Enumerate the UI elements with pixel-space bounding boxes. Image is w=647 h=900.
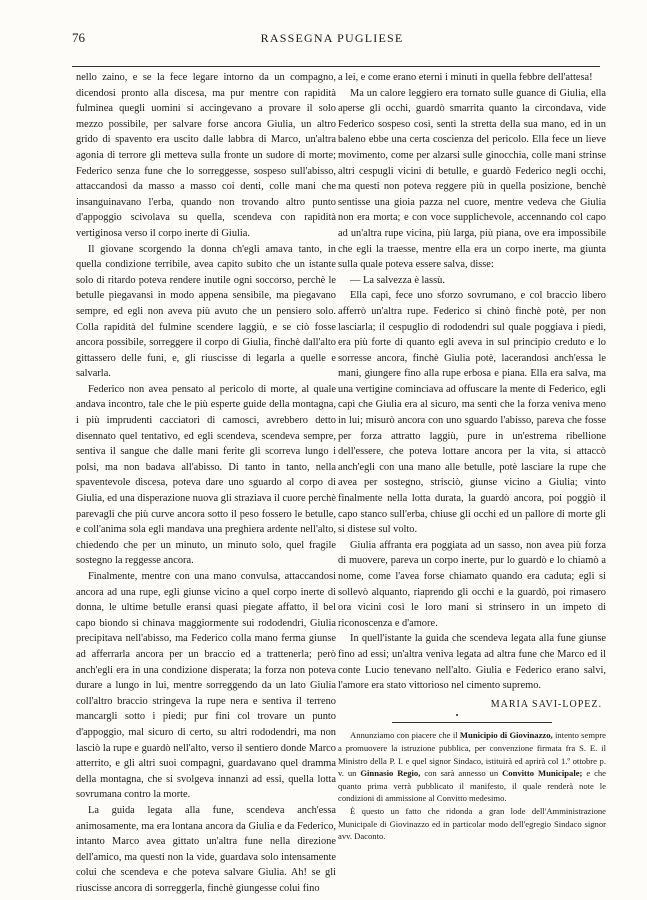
paragraph: In quell'istante la guida che scendeva legata alla fune giunse fino ad essi; un'altra veniva legata ad altra fune che Marco ed il conte Lucio tenevano nell'alto. Giulia e Federico erano salvi, l'amore era stato vittorioso nel cimento supremo.	[338, 633, 606, 692]
paragraph: Finalmente, mentre con una mano convulsa, attaccandosi ancora ad una rupe, egli giunse vicino a quel corpo inerte di donna, le ultime betulle eransi quasi piegate affatto, il bel capo biondo si chinava maggiormente sui rododendri, Giulia precipitava nell'abisso, ma Federico colla mano ferma giunse ad afferrarla ancora per un braccio ed a trattenerla; però anch'egli era in una condizione disperata; la forza non poteva durare a lungo in lui, mentre sorreggendo da un lato Giulia coll'altro braccio stringeva la rupe nera e sentiva il terreno mancargli sotto i piedi; pur fini col trovare un punto d'appoggio, mal sicuro di certo, su altri rododendri, ma non lasciò la rupe e guardò nell'alto, verso il sentiero donde Marco atterrito, e gli altri suoi compagni, guardavano quel dramma della montagna, che si svolgeva innanzi ad essi, quella lotta sovrumana contro la morte.	[76, 571, 336, 801]
dialogue-line: — La salvezza è lassù.	[350, 274, 445, 286]
paragraph: La guida legata alla fune, scendeva anch'essa animosamente, ma era lontana ancora da Giulia e da Federico, intanto Marco avea gittato un'altra fune nella direzione dell'amico, ma questi non la vide, guardava solo intensamente colui che scendeva e che poteva salvare Giulia. Ah! se gli riuscisse ancora di sorreggerla, finchè giungesse colui fino	[76, 804, 336, 894]
signature-mark: •	[455, 711, 459, 721]
running-title: RASSEGNA PUGLIESE	[260, 31, 404, 45]
author-signature: MARIA SAVI-LOPEZ.	[490, 698, 602, 710]
paragraph: Federico non avea pensato al pericolo di morte, al quale andava incontro, tale che le più esperte guide della montagna, i più imprudenti cacciatori di camosci, avrebbero detto disennato quel tentativo, ed egli scendeva, scendeva sempre, sentiva il sangue che dalle mani ferite gli scorreva lungo i polsi, ma non badava all'abisso. Di tanto in tanto, nella spaventevole discesa, poteva dare uno sguardo al corpo di Giulia, ed una disperazione nuova gli straziava il cuore perchè parevagli che più curve ancora sotto il peso fossero le betulle, e coll'anima sola egli mandava una preghiera ardente nell'alto, chiedendo che per un minuto, un minuto solo, quel fragile sostegno la reggesse ancora.	[76, 383, 336, 567]
right-column	[338, 70, 606, 843]
left-column	[76, 70, 336, 896]
paragraph: Giulia affranta era poggiata ad un sasso, non avea più forza di muovere, pareva un corpo inerte, pur lo guardò e lo chiamò a nome, come l'avea forse chiamato quando era caduta; egli si sollevò alquanto, riaprendo gli occhi e la guardò, poi rimasero ora vicini così le loro mani si strinsero in un impeto di riconoscenza e d'amore.	[338, 539, 606, 629]
page-header	[72, 30, 592, 50]
municipio-name: Municipio di Giovinazzo,	[459, 730, 553, 741]
notice-rule	[392, 722, 552, 723]
convitto-name: Convitto Municipale;	[502, 768, 583, 779]
notice-paragraph: È questo un fatto che ridonda a gran lode dell'Amministrazione Municipale di Giovinazzo ed in particolar modo dell'egregio Sindaco signor avv. Daconto.	[338, 805, 606, 842]
header-rule	[72, 66, 600, 67]
paragraph: Ella capì, fece uno sforzo sovrumano, e col braccio libero afferrò un'altra rupe. Federico si chinò finchè potè, per non lasciarla; il cespuglio di rododendri sul quale poggiava i piedi, era più forte di quanto egli aveva in sul principio creduto e lo sorresse ancora, finchè Giulia potè, lacerandosi anch'essa le mani, giungere fino alla rupe erbosa e piana. Ella era salva, ma una vertigine cominciava ad offuscare la mente di Federico, egli capì che Giulia era al sicuro, ma sentì che la forza veniva meno in lui; misurò ancora con uno sguardo l'abisso, pareva che fosse per forza attratto laggiù, pure in un'estrema ribellione dell'essere, che poteva lottare ancora per la vita, si attaccò anch'egli con una mano alle betulle, potè lasciare la rupe che avea per sostegno, strisciò, giunse vicino a Giulia; vinto finalmente nella lotta durata, la guardò ancora, poi poggiò il capo stanco sull'erba, chiuse gli occhi ed un pallore di morte gli si distese sul volto.	[338, 290, 606, 536]
paragraph: nello zaino, e se la fece legare intorno da un compagno, dicendosi pronto alla discesa, ma pur mentre con rapidità fulminea quegli uomini si accingevano a provare il solo mezzo possibile, per salvare forse ancora Giulia, un altro grido di spavento era uscito dalle labbra di Marco, un'altra agonia di terrore gli metteva sulla fronte un sudore di morte; Federico senza fune che lo sorreggesse, sospeso sull'abisso, attaccandosi da masso a masso coi denti, colle mani che insanguinavano l'erba, quando non trovando altro punto d'appoggio scivolava su quella, scendeva con rapidità vertiginosa verso il corpo inerte di Giulia.	[76, 72, 336, 239]
ginnasio-name: Ginnasio Regio,	[360, 768, 421, 779]
paragraph: Ma un calore leggiero era tornato sulle guance di Giulia, ella aperse gli occhi, guardò smarrita quanto la circondava, vide Federico sospeso così, sentì la stretta della sua mano, ed in un baleno ebbe una certa coscienza del pericolo. Ella fece un lieve movimento, come per alzarsi sulle ginocchia, colle mani strinse altri cespugli vicini di betulle, e guardò Federico negli occhi, ma questi non poteva reggere più in quella posizione, benchè sentisse una gioia pazza nel cuore, mentre vedeva che Giulia non era morta; e con voce supplichevole, accennando col capo ad un'altra rupe vicina, più larga, più piana, ove era impossibile che egli la traesse, mentre ella era un corpo inerte, ma giunta sulla quale poteva essere salva, disse:	[338, 87, 606, 271]
notice-paragraph: Annunziamo con piacere che il Municipio di Giovinazzo, intento sempre a promuovere la istruzione pubblica, per convenzione firmata fra S. E. il Ministro della P. I. e quel signor Sindaco, istituirà ed aprirà col 1.º ottobre p. v. un Ginnasio Regio, con sarà annesso un Convitto Municipale; e che quanto prima verrà pubblicato il manifesto, il quale renderà note le condizioni di ammissione al Convitto medesimo.	[338, 730, 606, 804]
notice-block	[338, 729, 606, 842]
page-number: 76	[72, 30, 85, 45]
paragraph: a lei, e come erano eterni i minuti in quella febbre dell'attesa!	[338, 72, 593, 83]
paragraph: Il giovane scorgendo la donna ch'egli amava tanto, in quella condizione terribile, avea capito subito che un istante solo di ritardo poteva rendere inutile ogni soccorso, perchè le betulle piegavansi in modo appena sensibile, ma piegavano sempre, ed egli non aveva più avuto che un pensiero solo. Colla rapidità del fulmine scendere laggiù, e se ciò fosse ancora possibile, sorreggere il corpo di Giulia, finchè dall'alto gittassero delle funi, e, gli riuscisse di legarla a quelle e salvarla.	[76, 243, 336, 380]
